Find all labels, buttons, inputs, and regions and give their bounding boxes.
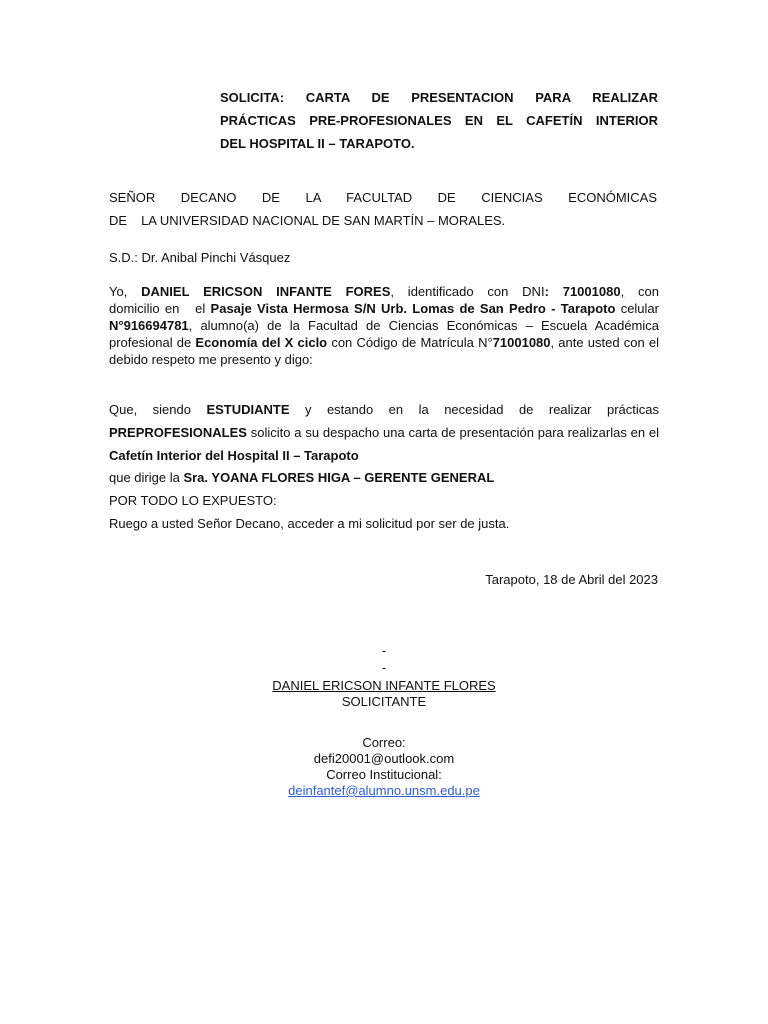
subject-block [220,86,658,155]
intro-domicilio: domicilio en el [109,301,211,316]
signature-dash-1: - [381,643,387,658]
subject-line-2: PRÁCTICAS PRE-PROFESIONALES EN EL CAFETÍN INTERIOR [220,113,658,128]
intro-paragraph [109,283,659,368]
expuesto-line: POR TODO LO EXPUESTO: [109,493,277,508]
sd-line: S.D.: Dr. Anibal Pinchi Vásquez [109,250,291,265]
addressee-block [109,186,657,232]
addressee-line-1: SEÑOR DECANO DE LA FACULTAD DE CIENCIAS ECONÓMICAS [109,190,657,205]
matricula-code: 71001080 [492,335,551,350]
request-type: PREPROFESIONALES [109,425,247,440]
intro-closing: , ante usted con el debido respeto me presento y digo: [109,335,659,367]
signature-role: SOLICITANTE [341,694,427,709]
request-mid: y estando en la necesidad de realizar prácticas [289,402,659,417]
signature-dash-2: - [381,660,387,675]
email-label: Correo: [362,735,406,750]
addressee-line-2 [109,209,657,232]
intro-con: con [624,284,659,299]
manager-name: Sra. YOANA FLORES HIGA – GERENTE GENERAL [183,470,495,485]
applicant-phone: N°916694781 [109,318,189,333]
applicant-address: Pasaje Vista Hermosa S/N Urb. Lomas de San Pedro - Tarapoto [210,301,616,316]
subject-line-1: SOLICITA: CARTA DE PRESENTACION PARA REALIZAR [220,90,658,105]
email-value: defi20001@outlook.com [313,751,455,766]
manager-line [109,469,659,487]
dni-comma: , [620,284,625,299]
date-line: Tarapoto, 18 de Abril del 2023 [485,572,658,587]
intro-matricula: con Código de Matrícula N° [327,335,493,350]
request-place: Cafetín Interior del Hospital II – Tarapoto [109,448,359,463]
subject-line-3: DEL HOSPITAL II – TARAPOTO. [220,136,415,151]
intro-celular: celular [620,301,659,316]
inst-email-label: Correo Institucional: [326,767,442,782]
request-status: ESTUDIANTE [206,402,290,417]
request-rest: solicito a su despacho una carta de presentación para realizarlas en el [246,425,659,440]
intro-alumno: , alumno(a) de la Facultad de Ciencias Económicas – Escuela Académica profesional de [109,318,659,350]
dni-number: 71001080 [562,284,621,299]
intro-identified: , identificado con DNI [390,284,545,299]
intro-yo: Yo, [109,284,142,299]
inst-email-link[interactable]: deinfantef@alumno.unsm.edu.pe [288,783,480,798]
inst-email-line [109,783,659,799]
manager-prefix: que dirige la [109,470,184,485]
applicant-name: DANIEL ERICSON INFANTE FORES [141,284,391,299]
signature-name-line [109,678,659,694]
signature-name: DANIEL ERICSON INFANTE FLORES [272,678,496,693]
addressee-university: LA UNIVERSIDAD NACIONAL DE SAN MARTÍN – MORALES. [141,213,506,228]
request-paragraph [109,398,659,467]
request-que: Que, siendo [109,402,207,417]
dni-colon: : [544,284,563,299]
ruego-line: Ruego a usted Señor Decano, acceder a mi solicitud por ser de justa. [109,516,510,531]
addressee-de: DE [109,213,128,228]
applicant-career: Economía del X ciclo [195,335,328,350]
